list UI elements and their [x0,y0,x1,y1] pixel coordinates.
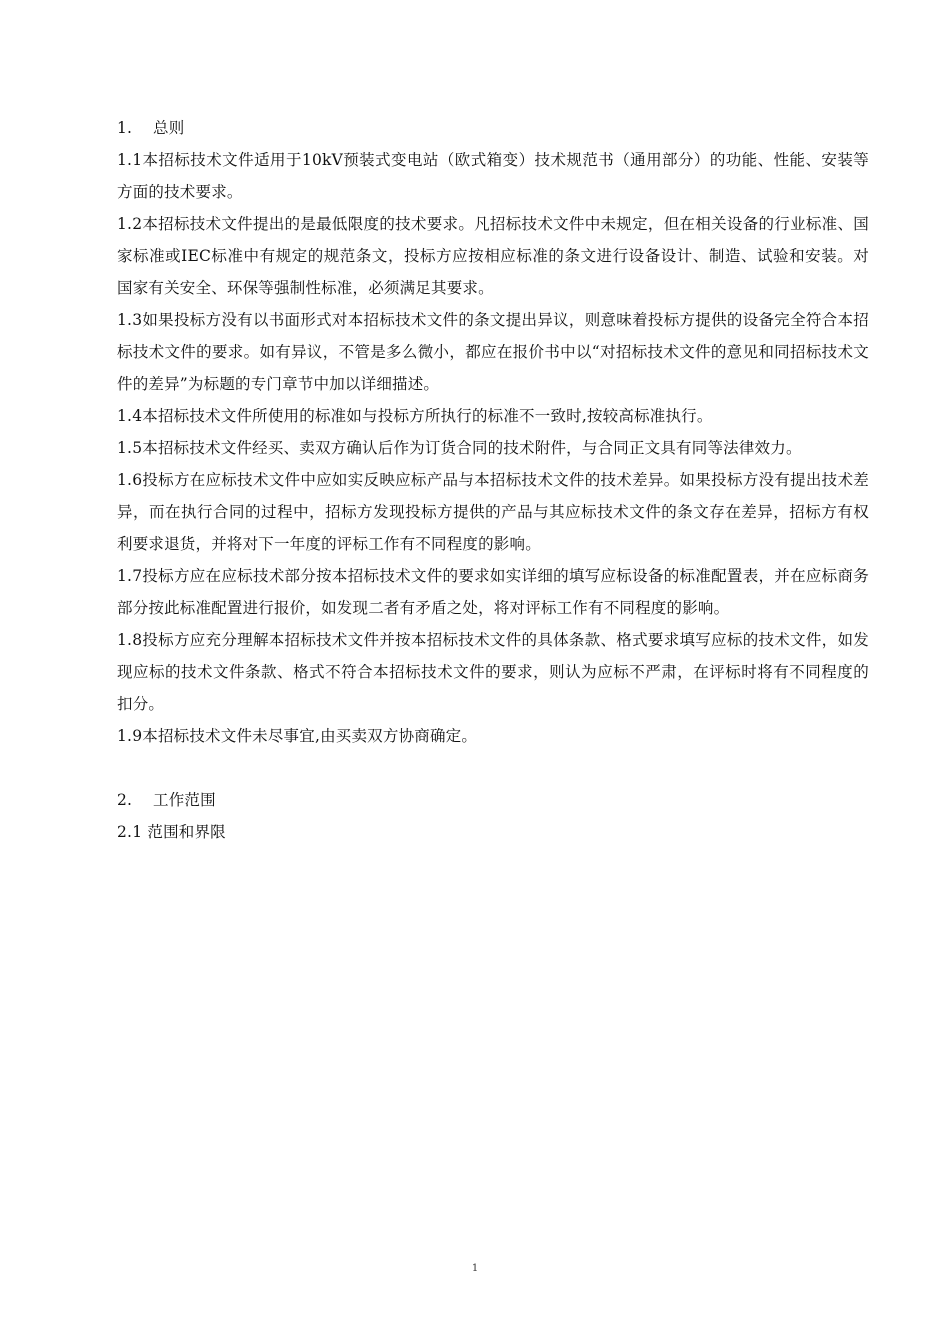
page-number: 1 [471,1263,479,1274]
paragraph-1-6: 1.6投标方在应标技术文件中应如实反映应标产品与本招标技术文件的技术差异。如果投标方没有提出技术差异，而在执行合同的过程中，招标方发现投标方提供的产品与其应标技术文件的条文存在差异，招标方有权利要求退货，并将对下一年度的评标工作有不同程度的影响。 [117,471,869,553]
section-2-number: 2. [117,791,133,809]
section-1-number: 1. [117,119,133,137]
paragraph-1-2: 1.2本招标技术文件提出的是最低限度的技术要求。凡招标技术文件中未规定，但在相关设备的行业标准、国家标准或IEC标准中有规定的规范条文，投标方应按相应标准的条文进行设备设计、制造、试验和安装。对国家有关安全、环保等强制性标准，必须满足其要求。 [117,215,869,297]
paragraph-1-4: 1.4本招标技术文件所使用的标准如与投标方所执行的标准不一致时,按较高标准执行。 [117,407,713,425]
document-body [117,112,869,848]
paragraph-1-3: 1.3如果投标方没有以书面形式对本招标技术文件的条文提出异议，则意味着投标方提供的设备完全符合本招标技术文件的要求。如有异议，不管是多么微小，都应在报价书中以“对招标技术文件的意见和同招标技术文件的差异”为标题的专门章节中加以详细描述。 [117,311,869,393]
section-1-title: 总则 [153,119,185,137]
subsection-2-1-heading: 2.1 范围和界限 [117,823,226,841]
paragraph-1-9: 1.9本招标技术文件未尽事宜,由买卖双方协商确定。 [117,727,478,745]
section-spacer [117,752,869,784]
paragraph-1-8: 1.8投标方应充分理解本招标技术文件并按本招标技术文件的具体条款、格式要求填写应标的技术文件，如发现应标的技术文件条款、格式不符合本招标技术文件的要求，则认为应标不严肃，在评标时将有不同程度的扣分。 [117,631,869,713]
section-2-title: 工作范围 [153,791,216,809]
section-1-heading [117,112,869,144]
paragraph-1-7: 1.7投标方应在应标技术部分按本招标技术文件的要求如实详细的填写应标设备的标准配置表，并在应标商务部分按此标准配置进行报价，如发现二者有矛盾之处，将对评标工作有不同程度的影响。 [117,567,869,617]
section-2-heading [117,784,869,816]
paragraph-1-5: 1.5本招标技术文件经买、卖双方确认后作为订货合同的技术附件，与合同正文具有同等法律效力。 [117,439,802,457]
paragraph-1-1: 1.1本招标技术文件适用于10kV预装式变电站（欧式箱变）技术规范书（通用部分）的功能、性能、安装等方面的技术要求。 [117,151,869,201]
